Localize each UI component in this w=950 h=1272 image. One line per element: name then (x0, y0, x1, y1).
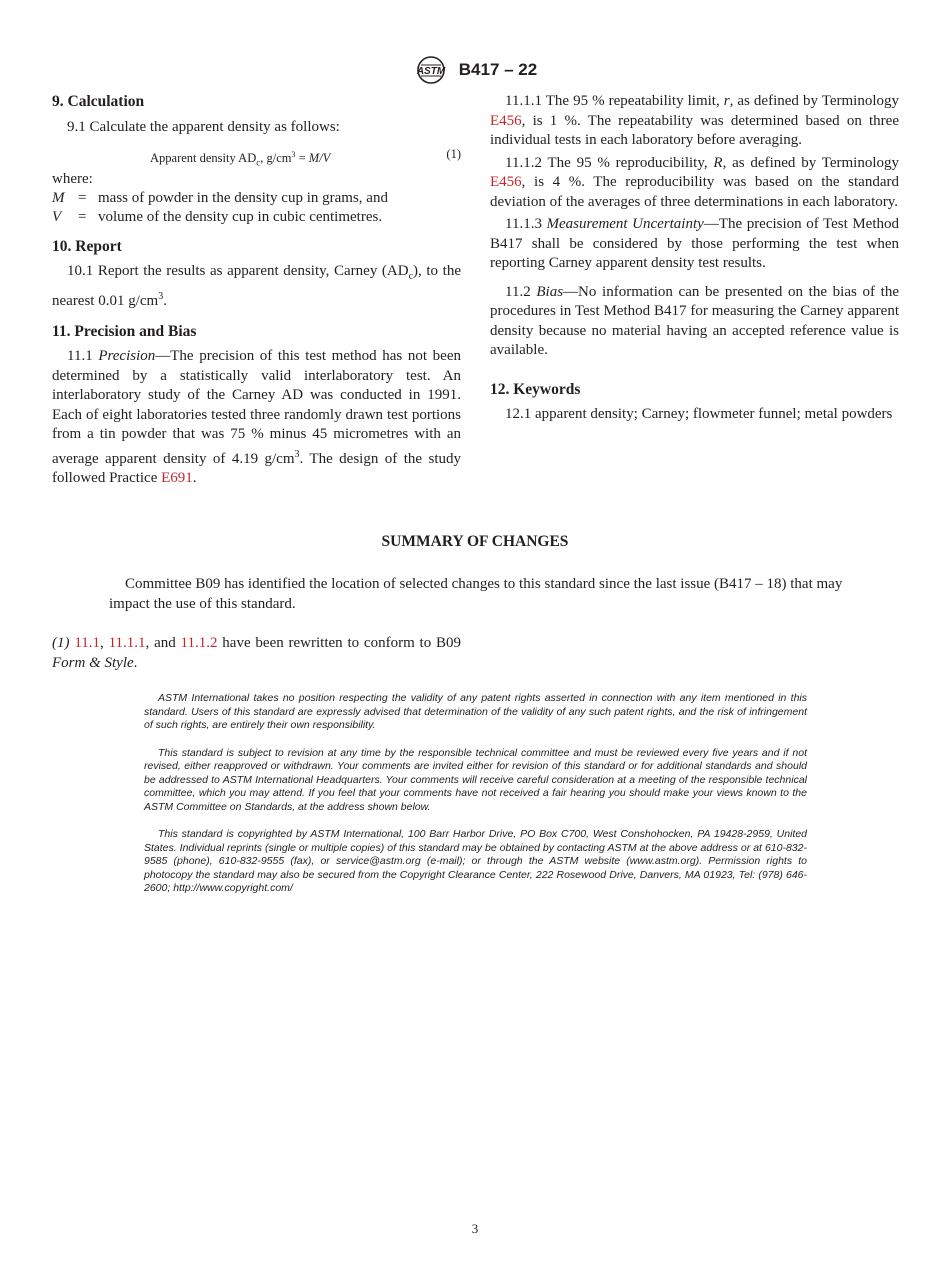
link-e456[interactable]: E456 (490, 112, 522, 129)
section-10-heading: 10. Report (52, 238, 122, 255)
definition-v-text: volume of the density cup in cubic centimetres. (98, 209, 383, 225)
definition-v-equals: = (78, 209, 87, 225)
section-9-heading: 9. Calculation (52, 93, 145, 110)
link-e456[interactable]: E456 (490, 174, 522, 190)
paragraph-11-1-text-c: . (192, 470, 197, 486)
paragraph-11-2 (490, 283, 899, 361)
astm-logo-icon (413, 55, 449, 85)
paragraph-10-1-text-a: 10.1 Report the results as apparent density, Carney (AD (67, 263, 409, 279)
definition-m-text: mass of powder in the density cup in grams, and (98, 190, 388, 206)
paragraph-11-1-2-text-c: , is 4 %. The reproducibility was based on the standard deviation of the averages of three determinations in each laboratory. (490, 174, 899, 210)
section-11-heading: 11. Precision and Bias (52, 323, 197, 340)
summary-separator-2: , and (145, 635, 181, 651)
paragraph-10-1-subscript: c (408, 271, 414, 282)
paragraph-11-1-1-text-b: , as defined by Terminology (729, 93, 899, 109)
summary-intro (109, 575, 844, 614)
paragraph-11-1-2-text-a: 11.1.2 The 95 % reproducibility, (505, 154, 714, 171)
paragraph-11-1-1 (490, 92, 899, 151)
equation-rhs: M/V (308, 150, 331, 165)
paragraph-9-1: 9.1 Calculate the apparent density as follows: (67, 119, 340, 135)
equation-number: (1) (446, 146, 461, 161)
summary-item-text-b: . (133, 654, 138, 671)
left-column (52, 92, 461, 489)
summary-item-1 (52, 634, 461, 673)
summary-item-italic: Form & Style (52, 654, 134, 671)
paragraph-12-1: 12.1 apparent density; Carney; flowmeter funnel; metal powders (505, 405, 893, 422)
legal-revision-notice: This standard is subject to revision at any time by the responsible technical committee and must be reviewed every five years and if not revised, either reapproved or withdrawn. Your comments are invited either for revision of this standard or for additional standards and should be addressed to ASTM International Headquarters. Your comments will receive careful consideration at a meeting of the responsible technical committee, which you may attend. If you feel that your comments have not received a fair hearing you should make your views known to the ASTM Committee on Standards, at the address shown below. (144, 746, 807, 813)
paragraph-11-1-3-text: —The precision of Test Method B417 shall be considered by those performing the test when reporting Carney apparent density test results. (490, 216, 900, 271)
summary-title: SUMMARY OF CHANGES (381, 533, 569, 550)
definition-v-symbol: V (52, 209, 62, 225)
paragraph-11-1-3 (490, 215, 899, 274)
paragraph-11-1-3-number: 11.1.3 (505, 216, 547, 232)
summary-separator-1: , (100, 635, 109, 651)
paragraph-10-1 (52, 262, 461, 311)
document-code: B417 – 22 (458, 60, 538, 79)
paragraph-11-1-number: 11.1 (67, 348, 99, 364)
definition-m-symbol: M (52, 190, 65, 206)
paragraph-11-1-2-text-b: , as defined by Terminology (722, 154, 899, 171)
paragraph-11-1-1-text-c: , is 1 %. The repeatability was determined based on three individual tests in each laboratory before averaging. (490, 112, 899, 148)
paragraph-11-1-text-b: . The design of the study followed Practice (52, 450, 461, 486)
legal-notices (144, 692, 807, 896)
where-label: where: (52, 170, 93, 187)
summary-item-text-a: have been rewritten to conform to B09 (217, 635, 462, 651)
definition-m (52, 189, 461, 208)
link-e691[interactable]: E691 (161, 470, 193, 486)
summary-item-number: (1) (52, 635, 70, 651)
equation-lhs: Apparent density AD (150, 150, 257, 165)
paragraph-10-1-superscript: 3 (158, 290, 164, 302)
legal-patent-notice: ASTM International takes no position respecting the validity of any patent rights asserted in connection with any item mentioned in this standard. Users of this standard are expressly advised that determination of the validity of any such patent rights, and the risk of infringement of such rights, are entirely their own responsibility. (144, 692, 807, 731)
paragraph-11-1-1-symbol: r (723, 93, 730, 109)
paragraph-10-1-text-c: . (163, 292, 167, 309)
section-12-heading: 12. Keywords (490, 380, 581, 398)
paragraph-11-1-1-text-a: 11.1.1 The 95 % repeatability limit, (505, 93, 724, 109)
right-column (490, 92, 899, 424)
paragraph-11-1-superscript: 3 (294, 448, 300, 460)
paragraph-11-2-text: —No information can be presented on the bias of the procedures in Test Method B417 for measuring the Carney apparent density because no material having an accepted reference value is available. (490, 283, 899, 358)
equation-subscript: c (256, 157, 261, 168)
paragraph-11-1-2 (490, 154, 899, 213)
page-header (0, 55, 950, 85)
paragraph-11-1-3-title: Measurement Uncertainty (546, 216, 704, 232)
equation-units: , g/cm (260, 150, 292, 165)
equation-superscript: 3 (291, 149, 296, 159)
definition-m-equals: = (78, 190, 87, 206)
svg-text:ASTM: ASTM (416, 66, 445, 77)
link-11-1-2[interactable]: 11.1.2 (180, 635, 218, 651)
link-11-1-1[interactable]: 11.1.1 (108, 635, 146, 651)
paragraph-11-1-text-a: —The precision of this test method has not been determined by a statistically valid interlaboratory test. An interlaboratory study of the Carney AD was conducted in 1991. Each of eight laboratories tested three randomly drawn test portions from a tin powder that was 75 % minus 45 micrometres with an average apparent density of 4.19 g/cm (52, 348, 461, 467)
paragraph-10-1-text-b: ), to the nearest 0.01 g/cm (52, 263, 461, 309)
definition-v (52, 208, 461, 227)
paragraph-11-1 (52, 347, 461, 489)
paragraph-11-2-title: Bias (536, 283, 564, 300)
paragraph-11-1-title: Precision (98, 348, 156, 364)
equation-1 (52, 140, 461, 166)
page-number: 3 (471, 1221, 479, 1236)
paragraph-11-2-number: 11.2 (505, 283, 537, 300)
link-11-1[interactable]: 11.1 (74, 635, 101, 651)
summary-intro-text: Committee B09 has identified the location of selected changes to this standard since the last issue (B417 – 18) that may impact the use of this standard. (109, 576, 843, 612)
summary-item-1-text (52, 634, 461, 673)
equation-equals: = (295, 150, 309, 165)
paragraph-11-1-2-symbol: R (713, 154, 723, 171)
legal-copyright-notice: This standard is copyrighted by ASTM International, 100 Barr Harbor Drive, PO Box C700, West Conshohocken, PA 19428-2959, United States. Individual reprints (single or multiple copies) of this standard may be obtained by contacting ASTM at the above address or at 610-832-9585 (phone), 610-832-9555 (fax), or service@astm.org (e-mail); or through the ASTM website (www.astm.org). Permission rights to photocopy the standard may also be secured from the Copyright Clearance Center, 222 Rosewood Drive, Danvers, MA 01923, Tel: (978) 646-2600; http://www.copyright.com/ (144, 828, 807, 894)
